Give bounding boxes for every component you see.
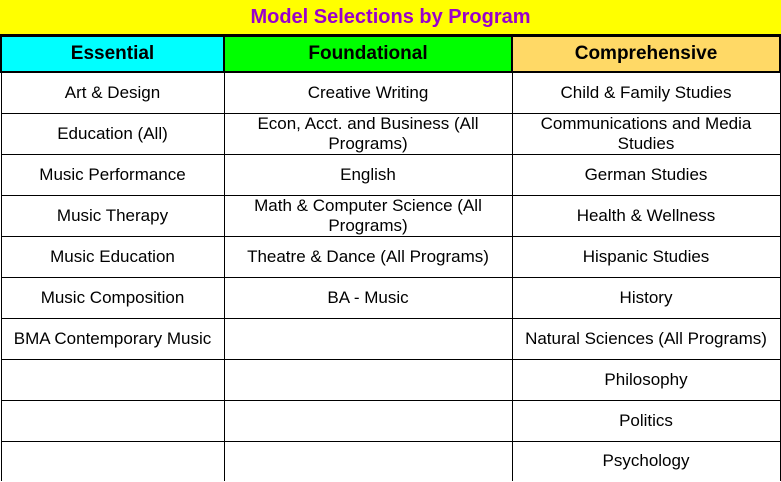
table-row [1,400,780,441]
program-table [0,35,781,481]
cell-foundational [224,441,512,481]
table-row [1,72,780,113]
cell-essential: Music Performance [1,154,224,195]
cell-comprehensive: Hispanic Studies [512,236,780,277]
cell-comprehensive: Communications and Media Studies [512,113,780,154]
cell-essential: Art & Design [1,72,224,113]
table-row [1,236,780,277]
cell-essential [1,441,224,481]
cell-comprehensive: German Studies [512,154,780,195]
table-row [1,154,780,195]
header-foundational: Foundational [224,36,512,72]
cell-foundational: Math & Computer Science (All Programs) [224,195,512,236]
cell-comprehensive: Politics [512,400,780,441]
table-row [1,318,780,359]
cell-essential: Music Education [1,236,224,277]
header-essential: Essential [1,36,224,72]
table-row [1,113,780,154]
cell-essential: BMA Contemporary Music [1,318,224,359]
cell-essential: Music Therapy [1,195,224,236]
cell-foundational [224,359,512,400]
cell-essential [1,359,224,400]
table-row [1,195,780,236]
cell-comprehensive: Health & Wellness [512,195,780,236]
table-row [1,441,780,481]
cell-foundational [224,318,512,359]
cell-foundational: English [224,154,512,195]
cell-comprehensive: Child & Family Studies [512,72,780,113]
cell-foundational: BA - Music [224,277,512,318]
table-title: Model Selections by Program [0,0,781,35]
cell-comprehensive: Psychology [512,441,780,481]
cell-comprehensive: Natural Sciences (All Programs) [512,318,780,359]
cell-foundational: Theatre & Dance (All Programs) [224,236,512,277]
table-row [1,277,780,318]
cell-foundational: Creative Writing [224,72,512,113]
cell-comprehensive: History [512,277,780,318]
header-row [1,36,780,72]
cell-comprehensive: Philosophy [512,359,780,400]
cell-essential: Music Composition [1,277,224,318]
header-comprehensive: Comprehensive [512,36,780,72]
cell-essential [1,400,224,441]
cell-foundational: Econ, Acct. and Business (All Programs) [224,113,512,154]
cell-essential: Education (All) [1,113,224,154]
cell-foundational [224,400,512,441]
table-row [1,359,780,400]
